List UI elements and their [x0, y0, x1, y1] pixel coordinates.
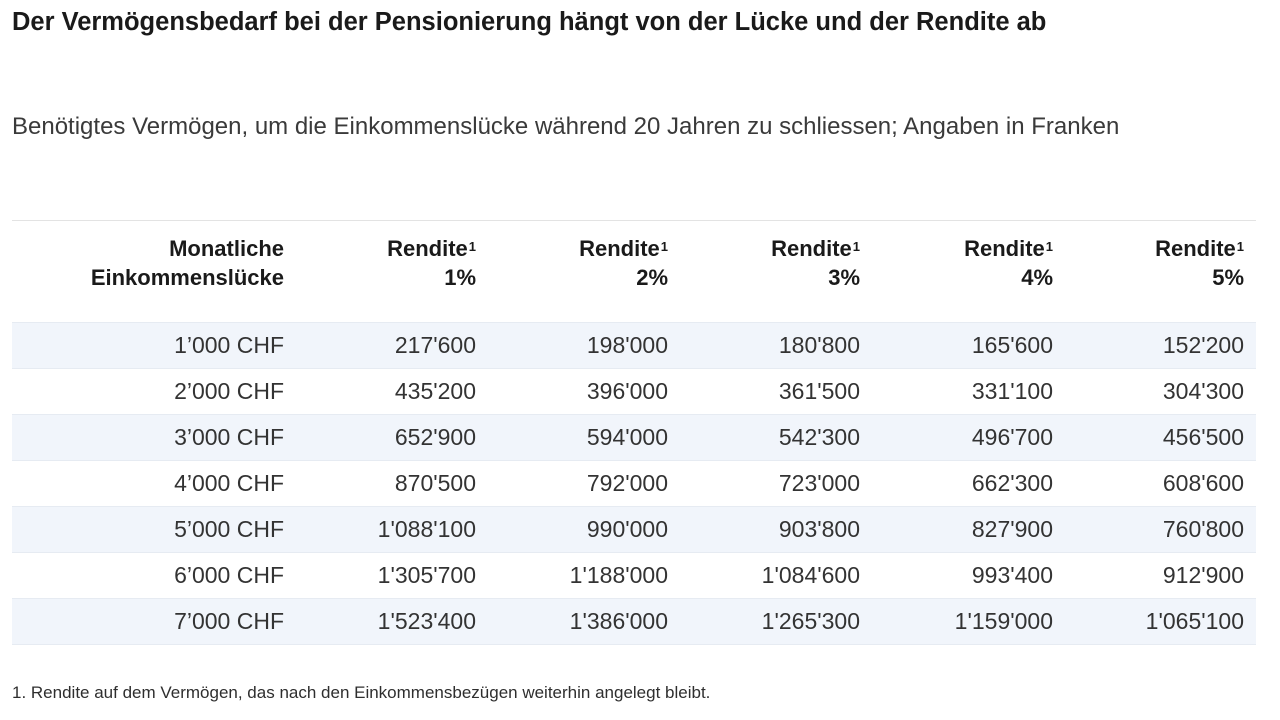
header-rendite-label: Rendite	[579, 236, 660, 261]
header-income-gap-line1: Monatliche	[169, 236, 284, 261]
cell-value-rendite-3: 1'084'600	[680, 553, 872, 599]
header-rendite-label: Rendite	[771, 236, 852, 261]
header-rendite-3	[680, 221, 872, 323]
cell-value-rendite-2: 990'000	[488, 507, 680, 553]
cell-value-rendite-1: 870'500	[296, 461, 488, 507]
table-body	[12, 323, 1256, 645]
cell-value-rendite-5: 1'065'100	[1065, 599, 1256, 645]
cell-value-rendite-2: 1'386'000	[488, 599, 680, 645]
cell-value-rendite-3: 361'500	[680, 369, 872, 415]
table-row	[12, 323, 1256, 369]
cell-value-rendite-2: 594'000	[488, 415, 680, 461]
header-rendite-4	[872, 221, 1065, 323]
header-rendite-label: Rendite	[387, 236, 468, 261]
header-rendite-value: 5%	[1212, 265, 1244, 290]
footnote-marker: 1	[852, 239, 860, 254]
cell-value-rendite-4: 165'600	[872, 323, 1065, 369]
footnote-marker: 1	[1045, 239, 1053, 254]
chart-title: Der Vermögensbedarf bei der Pensionierung hängt von der Lücke und der Rendite ab	[12, 8, 1047, 36]
cell-value-rendite-5: 760'800	[1065, 507, 1256, 553]
cell-value-rendite-3: 180'800	[680, 323, 872, 369]
cell-income-gap: 2’000 CHF	[12, 369, 296, 415]
cell-value-rendite-1: 435'200	[296, 369, 488, 415]
cell-value-rendite-2: 396'000	[488, 369, 680, 415]
table-row	[12, 599, 1256, 645]
header-rendite-value: 3%	[828, 265, 860, 290]
cell-value-rendite-2: 1'188'000	[488, 553, 680, 599]
cell-value-rendite-1: 1'088'100	[296, 507, 488, 553]
header-income-gap	[12, 221, 296, 323]
cell-value-rendite-4: 331'100	[872, 369, 1065, 415]
table-header	[12, 221, 1256, 323]
header-rendite-1	[296, 221, 488, 323]
footnote-marker: 1	[660, 239, 668, 254]
cell-value-rendite-1: 652'900	[296, 415, 488, 461]
data-table	[12, 220, 1256, 645]
header-income-gap-line2: Einkommenslücke	[90, 265, 284, 290]
header-row	[12, 221, 1256, 323]
table-row	[12, 507, 1256, 553]
cell-value-rendite-3: 1'265'300	[680, 599, 872, 645]
cell-value-rendite-5: 152'200	[1065, 323, 1256, 369]
header-rendite-value: 4%	[1021, 265, 1053, 290]
cell-income-gap: 5’000 CHF	[12, 507, 296, 553]
cell-value-rendite-4: 827'900	[872, 507, 1065, 553]
header-rendite-5	[1065, 221, 1256, 323]
cell-value-rendite-4: 662'300	[872, 461, 1065, 507]
cell-value-rendite-3: 723'000	[680, 461, 872, 507]
cell-income-gap: 7’000 CHF	[12, 599, 296, 645]
cell-income-gap: 6’000 CHF	[12, 553, 296, 599]
header-rendite-label: Rendite	[1155, 236, 1236, 261]
cell-value-rendite-4: 1'159'000	[872, 599, 1065, 645]
table-row	[12, 415, 1256, 461]
cell-value-rendite-4: 496'700	[872, 415, 1065, 461]
cell-value-rendite-5: 912'900	[1065, 553, 1256, 599]
cell-value-rendite-1: 1'305'700	[296, 553, 488, 599]
table-row	[12, 369, 1256, 415]
cell-value-rendite-2: 792'000	[488, 461, 680, 507]
footnote-marker: 1	[468, 239, 476, 254]
footnote-marker: 1	[1236, 239, 1244, 254]
header-rendite-2	[488, 221, 680, 323]
cell-value-rendite-1: 217'600	[296, 323, 488, 369]
footnote: 1. Rendite auf dem Vermögen, das nach den Einkommensbezügen weiterhin angelegt bleibt.	[12, 683, 711, 702]
header-rendite-value: 2%	[636, 265, 668, 290]
cell-value-rendite-2: 198'000	[488, 323, 680, 369]
cell-value-rendite-5: 456'500	[1065, 415, 1256, 461]
cell-value-rendite-1: 1'523'400	[296, 599, 488, 645]
cell-value-rendite-3: 903'800	[680, 507, 872, 553]
header-rendite-value: 1%	[444, 265, 476, 290]
cell-value-rendite-5: 608'600	[1065, 461, 1256, 507]
cell-income-gap: 1’000 CHF	[12, 323, 296, 369]
header-rendite-label: Rendite	[964, 236, 1045, 261]
table-row	[12, 461, 1256, 507]
chart-subtitle: Benötigtes Vermögen, um die Einkommenslücke während 20 Jahren zu schliessen; Angaben in Franken	[12, 113, 1120, 140]
cell-income-gap: 3’000 CHF	[12, 415, 296, 461]
cell-income-gap: 4’000 CHF	[12, 461, 296, 507]
cell-value-rendite-5: 304'300	[1065, 369, 1256, 415]
data-table-wrapper	[12, 220, 1256, 645]
cell-value-rendite-3: 542'300	[680, 415, 872, 461]
table-row	[12, 553, 1256, 599]
cell-value-rendite-4: 993'400	[872, 553, 1065, 599]
